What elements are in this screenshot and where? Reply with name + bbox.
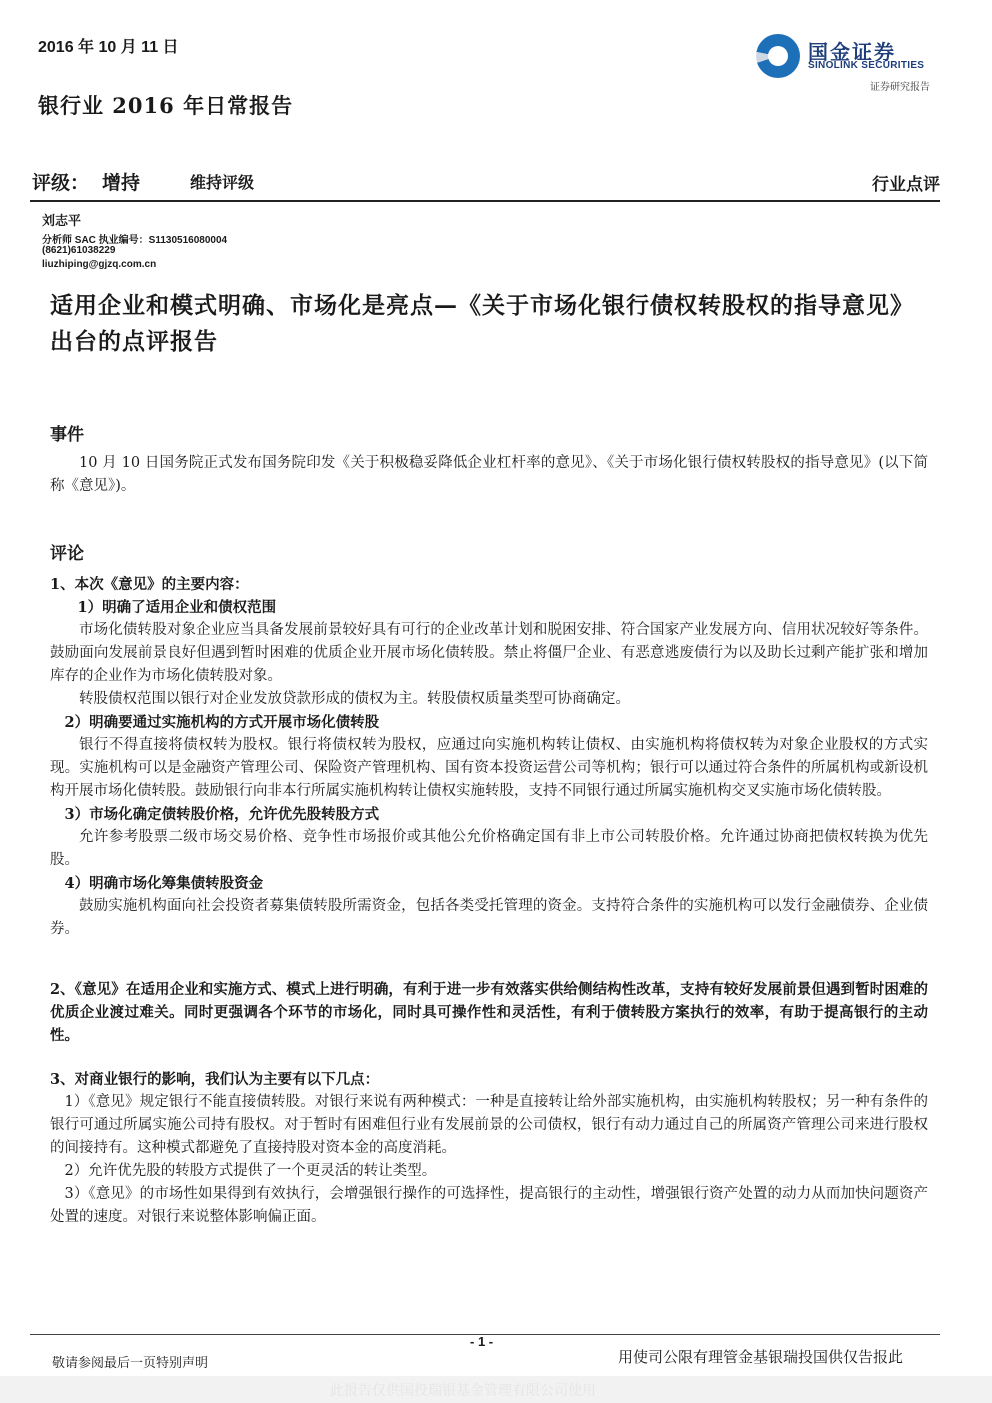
rating-action: 维持评级	[190, 173, 255, 192]
impact-point-3: 3）《意见》的市场性如果得到有效执行，会增强银行操作的可选择性，提高银行的主动性，增强银行资产处置的动力从而加快问题资产处置的速度。对银行来说整体影响偏正面。	[50, 1186, 928, 1225]
subsection-4-heading: 4）明确市场化筹集债转股资金	[64, 875, 264, 892]
impact-point-2: 2）允许优先股的转股方式提供了一个更灵活的转让类型。	[64, 1163, 437, 1179]
report-title: 适用企业和模式明确、市场化是亮点—《关于市场化银行债权转股权的指导意见》出台的点评报告	[50, 292, 914, 355]
subsection-2-paragraph: 银行不得直接将债权转为股权。银行将债权转为股权，应通过向实施机构转让债权、由实施机构将债权转为对象企业股权的方式实现。实施机构可以是金融资产管理公司、保险资产管理机构、国有资本投资运营公司等机构；银行可以通过符合条件的所属机构或新设机构开展市场化债转股。鼓励银行向非本行所属实施机构转让债权实施转股，支持不同银行通过所属实施机构交叉实施市场化债转股。	[50, 737, 928, 799]
section-2-paragraph: 2、《意见》在适用企业和实施方式、模式上进行明确，有利于进一步有效落实供给侧结构性改革，支持有较好发展前景但遇到暂时困难的优质企业渡过难关。同时更强调各个环节的市场化，同时具可操作性和灵活性，有利于债转股方案执行的效率，有助于提高银行的主动性。	[50, 981, 928, 1044]
subsection-4-paragraph: 鼓励实施机构面向社会投资者募集债转股所需资金，包括各类受托管理的资金。支持符合条件的实施机构可以发行金融债券、企业债券。	[50, 898, 928, 937]
comment-heading: 评论	[50, 544, 84, 564]
logo-icon	[756, 34, 800, 78]
subsection-2-heading: 2）明确要通过实施机构的方式开展市场化债转股	[64, 714, 380, 731]
analyst-name: 刘志平	[42, 214, 82, 229]
logo-cn-text: 国金证券	[808, 40, 896, 64]
impact-point-1: 1）《意见》规定银行不能直接债转股。对银行来说有两种模式：一种是直接转让给外部实施机构，由实施机构转股权；另一种有条件的银行可通过所属实施公司持有股权。对于暂时有困难但行业有发展前景的公司债权，银行有动力通过自己的所属资产管理公司来进行股权的间接持有。这种模式都避免了直接持股对资本金的高度消耗。	[50, 1094, 928, 1156]
subsection-1-paragraph-2: 转股债权范围以银行对企业发放贷款形成的债权为主。转股债权质量类型可协商确定。	[79, 691, 630, 707]
footer-watermark: 此报告仅供国投瑞银基金管理有限公司使用	[330, 1383, 596, 1399]
analyst-phone: (8621)61038229	[42, 245, 116, 256]
report-category: 行业点评	[872, 175, 940, 195]
footer-disclaimer-note: 敬请参阅最后一页特别声明	[52, 1356, 209, 1371]
logo-subtitle: 证券研究报告	[870, 82, 930, 93]
header-divider	[30, 200, 940, 202]
analyst-email: liuzhiping@gjzq.com.cn	[42, 259, 157, 270]
rating-value: 增持	[102, 172, 141, 194]
page-number: - 1 -	[470, 1334, 494, 1349]
subsection-1-paragraph-1: 市场化债转股对象企业应当具备发展前景较好具有可行的企业改革计划和脱困安排、符合国家产业发展方向、信用状况较好等条件。鼓励面向发展前景良好但遇到暂时困难的优质企业开展市场化债转股。禁止将僵尸企业、有恶意逃废债行为以及助长过剩产能扩张和增加库存的企业作为市场化债转股对象。	[50, 622, 928, 684]
section-main-content	[50, 573, 928, 941]
report-date: 2016 年 10 月 11 日	[38, 39, 179, 56]
footer-usage-note: 用使司公限有理管金基银瑞投国供仅告报此	[618, 1348, 904, 1366]
rating-row	[30, 168, 940, 194]
section-impact	[50, 1068, 928, 1229]
sinolink-logo	[756, 30, 946, 93]
event-heading: 事件	[50, 425, 84, 445]
rating-label: 评级：	[32, 172, 90, 194]
report-series: 银行业 2016 年日常报告	[38, 93, 294, 118]
event-paragraph: 10 月 10 日国务院正式发布国务院印发《关于积极稳妥降低企业杠杆率的意见》、《关于市场化银行债权转股权的指导意见》(以下简称《意见》)。	[50, 455, 928, 494]
section-3-heading: 3、对商业银行的影响，我们认为主要有以下几点：	[50, 1071, 380, 1088]
analyst-license: 分析师 SAC 执业编号：S1130516080004	[42, 235, 228, 246]
subsection-3-paragraph: 允许参考股票二级市场交易价格、竞争性市场报价或其他公允价格确定国有非上市公司转股价格。允许通过协商把债权转换为优先股。	[50, 829, 928, 868]
subsection-3-heading: 3）市场化确定债转股价格，允许优先股转股方式	[64, 806, 380, 823]
section-1-heading: 1、本次《意见》的主要内容：	[50, 576, 249, 593]
subsection-1-heading: 1）明确了适用企业和债权范围	[77, 599, 277, 616]
logo-en-text: SINOLINK SECURITIES	[808, 60, 925, 71]
